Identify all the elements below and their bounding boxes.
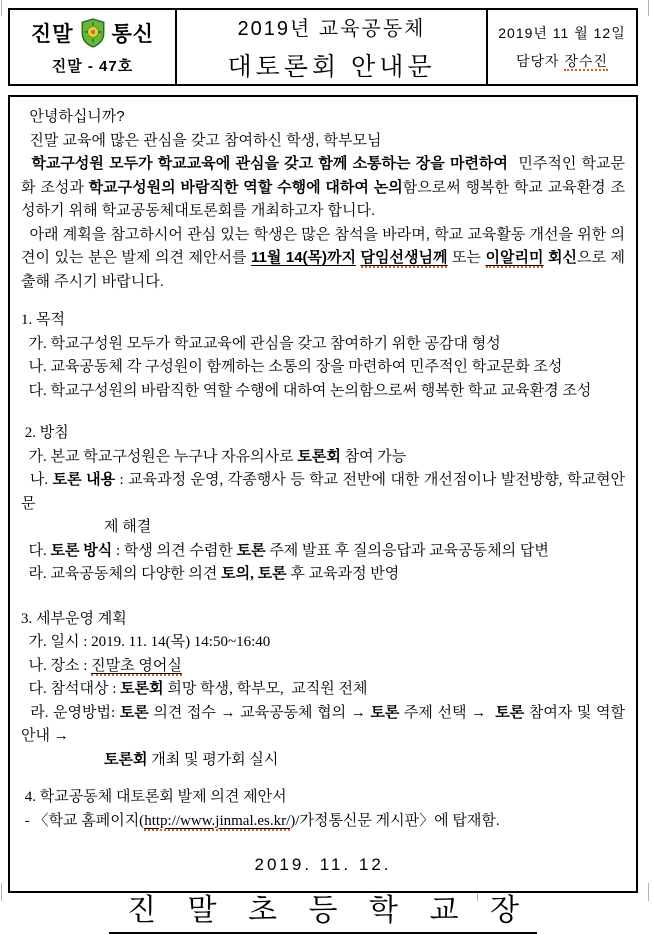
text-run: 희망 학생, 학부모, 교직원 전체 bbox=[163, 681, 368, 697]
section-4-note bbox=[21, 810, 625, 834]
request-paragraph bbox=[21, 223, 625, 294]
text-run: 토의, 토론 bbox=[221, 566, 287, 582]
text-run: - 〈학교 홈페이지( bbox=[21, 812, 145, 829]
text-run: 학교구성원의 바람직한 역할 수행에 대하여 논의 bbox=[88, 178, 403, 196]
text-run: 라. 교육공동체의 다양한 의견 bbox=[21, 566, 222, 582]
document-body bbox=[21, 105, 629, 833]
text-run: 회신 bbox=[548, 249, 577, 266]
document-box bbox=[8, 95, 638, 927]
text-run: 토론회 bbox=[104, 751, 148, 768]
text-run: 이알리미 bbox=[485, 249, 544, 266]
section-1-item-na bbox=[21, 356, 625, 380]
text-run: 아래 계획을 참고하시어 관심 있는 학생은 많은 참석을 바라며, 학교 교육활동 개선을 위한 의견이 있는 분은 발제 의견 제안서를 bbox=[21, 225, 625, 266]
text-run bbox=[21, 155, 31, 172]
text-run: 담임선생님께 bbox=[360, 249, 448, 266]
section-2-item-ga bbox=[21, 446, 625, 470]
logo-word-left: 진말 bbox=[30, 23, 74, 46]
text-run: 가. 학교구성원 모두가 학교교육에 관심을 갖고 참여하기 위한 공감대 형성 bbox=[21, 335, 501, 352]
text-run: 진말초 영어실 bbox=[91, 657, 182, 674]
school-shield-icon bbox=[80, 18, 106, 48]
principal-signature: 진 말 초 등 학 교 장 bbox=[109, 885, 537, 934]
text-run: 참여 가능 bbox=[340, 448, 407, 465]
text-run: : 학생 의견 수렴한 bbox=[112, 542, 237, 559]
text-run: 다. 학교구성원의 바람직한 역할 수행에 대하여 논의함으로써 행복한 학교 교육환경 조성 bbox=[21, 382, 592, 399]
text-run: 제 해결 bbox=[104, 519, 152, 535]
section-3-item-ra bbox=[21, 702, 629, 749]
text-run: 11월 14(목)까지 bbox=[250, 249, 356, 266]
section-3-title bbox=[21, 608, 625, 632]
text-run: 토론 내용 bbox=[52, 472, 116, 488]
section-3-item-da bbox=[21, 678, 625, 702]
section-1-title bbox=[21, 309, 625, 333]
header-table bbox=[8, 8, 638, 86]
document-title-line1: 2019년 교육공동체 bbox=[237, 17, 426, 40]
intro-line bbox=[21, 129, 625, 153]
section-2-title bbox=[21, 422, 625, 446]
issue-number: 진말 - 47호 bbox=[51, 58, 134, 75]
text-run: 2. 방침 bbox=[21, 425, 69, 441]
text-run: 또는 bbox=[447, 249, 486, 266]
text-run: 가. 일시 : 2019. 11. 14(목) 14:50~16:40 bbox=[21, 634, 271, 650]
text-run: 나. 교육공동체 각 구성원이 함께하는 소통의 장을 마련하여 민주적인 학교문화 조성 bbox=[21, 359, 563, 375]
section-2-item-ra bbox=[21, 563, 625, 587]
corner-mark-bottom-right bbox=[648, 883, 649, 901]
text-run: )/가정통신문 게시판〉에 탑재함. bbox=[290, 812, 500, 829]
text-run: 1. 목적 bbox=[21, 312, 65, 328]
section-2-item-na bbox=[21, 469, 629, 516]
section-3-item-ga bbox=[21, 631, 625, 655]
header-info-cell bbox=[488, 10, 636, 84]
header-logo-cell bbox=[10, 10, 177, 84]
corner-mark-top-right bbox=[648, 0, 649, 16]
text-run: 토론 bbox=[495, 704, 525, 721]
section-2-item-da bbox=[21, 540, 625, 564]
text-run: 다. 참석대상 : bbox=[21, 681, 121, 697]
text-run: 주제 선택 → bbox=[399, 704, 496, 721]
text-run: 나. bbox=[21, 472, 53, 488]
text-run: 다. bbox=[21, 542, 51, 559]
text-run: http://www.jinmal.es.kr/ bbox=[144, 812, 291, 829]
text-run: 의견 접수 → 교육공동체 협의 → bbox=[148, 704, 371, 721]
text-run: 가. 본교 학교구성원은 누구나 자유의사로 bbox=[21, 448, 298, 465]
text-run: 토론 bbox=[236, 542, 266, 559]
logo-word-right: 통신 bbox=[111, 23, 155, 46]
section-4-title bbox=[21, 786, 625, 810]
text-run: 후 교육과정 반영 bbox=[286, 566, 400, 582]
section-3-item-na bbox=[21, 655, 625, 679]
newsletter-logo bbox=[31, 18, 154, 48]
text-run: 진말 교육에 많은 관심을 갖고 참여하신 학생, 학부모님 bbox=[21, 131, 382, 149]
text-run: 민주적인 학교문화 조성과 bbox=[21, 155, 626, 196]
text-run: 함으로써 행복한 학교 교육환경 조성하기 위해 학교공동체대토론회를 개최하고자 합니다. bbox=[21, 178, 625, 219]
text-run: 참여자 및 역할 안내 → bbox=[21, 704, 629, 744]
greeting-line bbox=[21, 105, 625, 129]
section-1-item-da bbox=[21, 380, 625, 404]
section-1-item-ga bbox=[21, 333, 625, 357]
manager-label: 담당자 bbox=[515, 53, 565, 69]
text-run: 토론 bbox=[370, 704, 400, 721]
text-run: 주제 발표 후 질의응답과 교육공동체의 답변 bbox=[265, 542, 549, 559]
manager-name: 장수진 bbox=[564, 53, 609, 69]
manager-line bbox=[516, 51, 608, 71]
text-run: 토론회 bbox=[297, 448, 341, 465]
document-title-line2: 대토론회 안내문 bbox=[227, 52, 436, 81]
text-run: 3. 세부운영 계획 bbox=[21, 610, 127, 627]
corner-mark-bottom-left bbox=[1, 883, 2, 901]
section-3-item-ra-wrap bbox=[21, 749, 625, 773]
purpose-paragraph bbox=[21, 152, 625, 223]
header-title-cell bbox=[177, 10, 488, 84]
section-2-item-na-wrap bbox=[21, 516, 625, 540]
text-run: 토론 bbox=[119, 704, 149, 721]
text-run: 안녕하십니까? bbox=[21, 108, 125, 125]
text-run: 4. 학교공동체 대토론회 발제 의견 제안서 bbox=[21, 789, 287, 805]
text-run: 라. 운영방법: bbox=[21, 704, 120, 721]
text-run: 나. 장소 : bbox=[21, 657, 92, 674]
text-run: : 교육과정 운영, 각종행사 등 학교 전반에 대한 개선점이나 발전방향, 학교현안 문 bbox=[21, 472, 629, 512]
text-run: 학교구성원 모두가 학교교육에 관심을 갖고 함께 소통하는 장을 마련하여 bbox=[31, 155, 508, 172]
text-run bbox=[356, 249, 361, 266]
text-run: 개최 및 평가회 실시 bbox=[147, 751, 279, 768]
text-run: 토론 방식 bbox=[50, 542, 113, 559]
text-run: 토론회 bbox=[120, 681, 164, 697]
footer-date: 2019. 11. 12. bbox=[254, 855, 392, 874]
text-run: 으로 제출해 주시기 바랍니다. bbox=[21, 249, 625, 290]
issue-date: 2019년 11 월 12일 bbox=[498, 25, 626, 41]
signature-wrap bbox=[21, 885, 625, 934]
corner-mark-top-left bbox=[1, 0, 2, 16]
